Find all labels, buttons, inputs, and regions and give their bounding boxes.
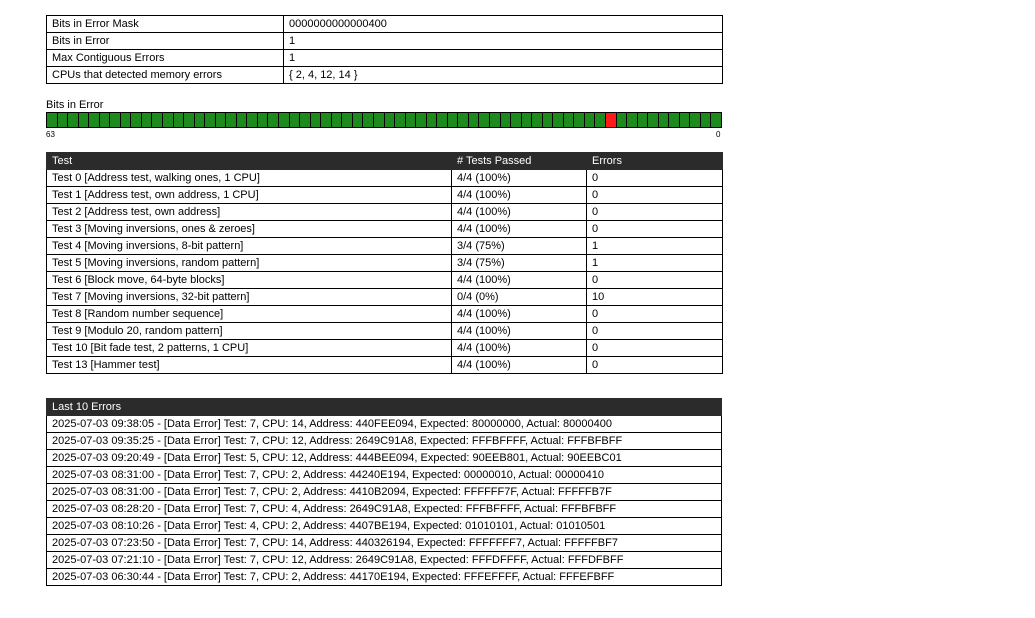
summary-row — [47, 16, 723, 33]
bit-cell — [226, 113, 237, 127]
bit-cell — [416, 113, 427, 127]
tests-passed: 4/4 (100%) — [452, 204, 587, 221]
bit-cell — [669, 113, 680, 127]
tests-passed: 4/4 (100%) — [452, 170, 587, 187]
test-row — [47, 323, 723, 340]
error-row — [47, 535, 722, 552]
bit-cell — [553, 113, 564, 127]
error-entry: 2025-07-03 06:30:44 - [Data Error] Test: 7, CPU: 2, Address: 44170E194, Expected: FFFEFFFF, Actual: FFFEFBFF — [47, 569, 722, 586]
bit-cell — [353, 113, 364, 127]
test-row — [47, 204, 723, 221]
test-name: Test 10 [Bit fade test, 2 patterns, 1 CPU] — [47, 340, 452, 357]
summary-label: Bits in Error — [47, 33, 284, 50]
summary-row — [47, 67, 723, 84]
bit-cell — [617, 113, 628, 127]
bit-cell — [163, 113, 174, 127]
summary-value: 1 — [284, 50, 723, 67]
summary-table — [46, 15, 723, 84]
summary-body — [47, 16, 723, 84]
bit-cell — [427, 113, 438, 127]
bit-cell — [522, 113, 533, 127]
bit-cell — [258, 113, 269, 127]
bit-cell — [711, 113, 721, 127]
error-entry: 2025-07-03 09:38:05 - [Data Error] Test: 7, CPU: 14, Address: 440FEE094, Expected: 80000000, Actual: 80000400 — [47, 416, 722, 433]
last-errors-title: Last 10 Errors — [47, 399, 722, 416]
bit-cell — [363, 113, 374, 127]
tests-passed: 4/4 (100%) — [452, 221, 587, 238]
bit-cell — [701, 113, 712, 127]
bit-cell — [395, 113, 406, 127]
bit-cell — [406, 113, 417, 127]
errors-column-header: Errors — [587, 153, 723, 170]
test-row — [47, 306, 723, 323]
tests-passed: 3/4 (75%) — [452, 238, 587, 255]
bit-cell — [469, 113, 480, 127]
test-errors: 0 — [587, 170, 723, 187]
summary-value: { 2, 4, 12, 14 } — [284, 67, 723, 84]
bit-cell — [479, 113, 490, 127]
last-errors-header-row — [47, 399, 722, 416]
tests-header — [47, 153, 723, 170]
test-row — [47, 289, 723, 306]
bit-cell — [680, 113, 691, 127]
error-row — [47, 416, 722, 433]
bit-cell — [237, 113, 248, 127]
bit-cell — [205, 113, 216, 127]
test-errors: 0 — [587, 187, 723, 204]
test-row — [47, 221, 723, 238]
bit-cell — [89, 113, 100, 127]
bit-cell — [216, 113, 227, 127]
bit-cell — [342, 113, 353, 127]
test-errors: 0 — [587, 306, 723, 323]
bit-cell — [532, 113, 543, 127]
bit-cell — [195, 113, 206, 127]
test-name: Test 3 [Moving inversions, ones & zeroes] — [47, 221, 452, 238]
error-row — [47, 450, 722, 467]
bit-cell — [68, 113, 79, 127]
test-name: Test 4 [Moving inversions, 8-bit pattern] — [47, 238, 452, 255]
bit-cell — [110, 113, 121, 127]
test-name: Test 9 [Modulo 20, random pattern] — [47, 323, 452, 340]
bit-cell — [300, 113, 311, 127]
test-row — [47, 357, 723, 374]
bit-cell — [174, 113, 185, 127]
bit-cell — [152, 113, 163, 127]
error-entry: 2025-07-03 08:28:20 - [Data Error] Test: 7, CPU: 4, Address: 2649C91A8, Expected: FFFBFFFF, Actual: FFFBFBFF — [47, 501, 722, 518]
summary-label: Max Contiguous Errors — [47, 50, 284, 67]
bit-cell — [501, 113, 512, 127]
bit-cell — [511, 113, 522, 127]
test-errors: 0 — [587, 272, 723, 289]
bit-cell — [79, 113, 90, 127]
error-row — [47, 552, 722, 569]
summary-label: Bits in Error Mask — [47, 16, 284, 33]
summary-value: 0000000000000400 — [284, 16, 723, 33]
error-row — [47, 467, 722, 484]
bit-cell — [595, 113, 606, 127]
last-errors-body — [47, 416, 722, 586]
test-name: Test 0 [Address test, walking ones, 1 CPU] — [47, 170, 452, 187]
bit-cell — [47, 113, 58, 127]
test-name: Test 7 [Moving inversions, 32-bit pattern] — [47, 289, 452, 306]
bit-cell — [279, 113, 290, 127]
test-row — [47, 340, 723, 357]
bit-cell — [385, 113, 396, 127]
test-errors: 10 — [587, 289, 723, 306]
bits-in-error-title: Bits in Error — [46, 99, 104, 111]
bit-cell-error — [606, 113, 617, 127]
error-entry: 2025-07-03 08:10:26 - [Data Error] Test: 4, CPU: 2, Address: 4407BE194, Expected: 01010101, Actual: 01010501 — [47, 518, 722, 535]
test-name: Test 1 [Address test, own address, 1 CPU] — [47, 187, 452, 204]
tests-passed: 0/4 (0%) — [452, 289, 587, 306]
test-name: Test 13 [Hammer test] — [47, 357, 452, 374]
test-name: Test 5 [Moving inversions, random pattern] — [47, 255, 452, 272]
test-name: Test 2 [Address test, own address] — [47, 204, 452, 221]
summary-label: CPUs that detected memory errors — [47, 67, 284, 84]
error-row — [47, 433, 722, 450]
bit-cell — [58, 113, 69, 127]
bit-cell — [290, 113, 301, 127]
test-errors: 0 — [587, 340, 723, 357]
bit-cell — [648, 113, 659, 127]
tests-table — [46, 152, 723, 374]
summary-value: 1 — [284, 33, 723, 50]
test-errors: 0 — [587, 323, 723, 340]
last-errors-table — [46, 398, 722, 586]
error-entry: 2025-07-03 08:31:00 - [Data Error] Test: 7, CPU: 2, Address: 4410B2094, Expected: FFFFFF7F, Actual: FFFFFB7F — [47, 484, 722, 501]
error-row — [47, 569, 722, 586]
bit-cell — [268, 113, 279, 127]
error-entry: 2025-07-03 07:21:10 - [Data Error] Test: 7, CPU: 12, Address: 2649C91A8, Expected: FFFDFFFF, Actual: FFFDFBFF — [47, 552, 722, 569]
test-row — [47, 187, 723, 204]
passed-column-header: # Tests Passed — [452, 153, 587, 170]
bit-cell — [374, 113, 385, 127]
summary-row — [47, 33, 723, 50]
test-row — [47, 255, 723, 272]
summary-row — [47, 50, 723, 67]
error-entry: 2025-07-03 09:35:25 - [Data Error] Test: 7, CPU: 12, Address: 2649C91A8, Expected: FFFBFFFF, Actual: FFFBFBFF — [47, 433, 722, 450]
bit-low-label: 0 — [716, 130, 721, 139]
bit-cell — [100, 113, 111, 127]
test-row — [47, 170, 723, 187]
test-row — [47, 272, 723, 289]
bit-cell — [490, 113, 501, 127]
tests-body — [47, 170, 723, 374]
bit-cell — [437, 113, 448, 127]
bit-cell — [247, 113, 258, 127]
bit-cell — [585, 113, 596, 127]
bit-cell — [121, 113, 132, 127]
bits-in-error-bar — [46, 112, 722, 128]
bit-cell — [131, 113, 142, 127]
test-errors: 0 — [587, 357, 723, 374]
test-errors: 1 — [587, 255, 723, 272]
bit-cell — [332, 113, 343, 127]
tests-passed: 3/4 (75%) — [452, 255, 587, 272]
bit-cell — [142, 113, 153, 127]
bit-cell — [448, 113, 459, 127]
bit-cell — [184, 113, 195, 127]
test-errors: 0 — [587, 221, 723, 238]
test-column-header: Test — [47, 153, 452, 170]
bit-cell — [690, 113, 701, 127]
tests-passed: 4/4 (100%) — [452, 187, 587, 204]
test-errors: 0 — [587, 204, 723, 221]
test-name: Test 6 [Block move, 64-byte blocks] — [47, 272, 452, 289]
test-errors: 1 — [587, 238, 723, 255]
error-row — [47, 501, 722, 518]
bit-cell — [574, 113, 585, 127]
bit-cell — [564, 113, 575, 127]
tests-header-row — [47, 153, 723, 170]
test-name: Test 8 [Random number sequence] — [47, 306, 452, 323]
bit-cell — [311, 113, 322, 127]
tests-passed: 4/4 (100%) — [452, 357, 587, 374]
tests-passed: 4/4 (100%) — [452, 340, 587, 357]
error-row — [47, 484, 722, 501]
error-entry: 2025-07-03 09:20:49 - [Data Error] Test: 5, CPU: 12, Address: 444BEE094, Expected: 90EEB801, Actual: 90EEBC01 — [47, 450, 722, 467]
bit-cell — [543, 113, 554, 127]
error-row — [47, 518, 722, 535]
bit-cell — [638, 113, 649, 127]
test-row — [47, 238, 723, 255]
bit-cell — [321, 113, 332, 127]
bit-cell — [458, 113, 469, 127]
tests-passed: 4/4 (100%) — [452, 272, 587, 289]
tests-passed: 4/4 (100%) — [452, 323, 587, 340]
bit-cell — [627, 113, 638, 127]
last-errors-header — [47, 399, 722, 416]
bit-high-label: 63 — [46, 130, 55, 139]
bit-cell — [659, 113, 670, 127]
tests-passed: 4/4 (100%) — [452, 306, 587, 323]
error-entry: 2025-07-03 07:23:50 - [Data Error] Test: 7, CPU: 14, Address: 440326194, Expected: FFFFFFF7, Actual: FFFFFBF7 — [47, 535, 722, 552]
error-entry: 2025-07-03 08:31:00 - [Data Error] Test: 7, CPU: 2, Address: 44240E194, Expected: 00000010, Actual: 00000410 — [47, 467, 722, 484]
